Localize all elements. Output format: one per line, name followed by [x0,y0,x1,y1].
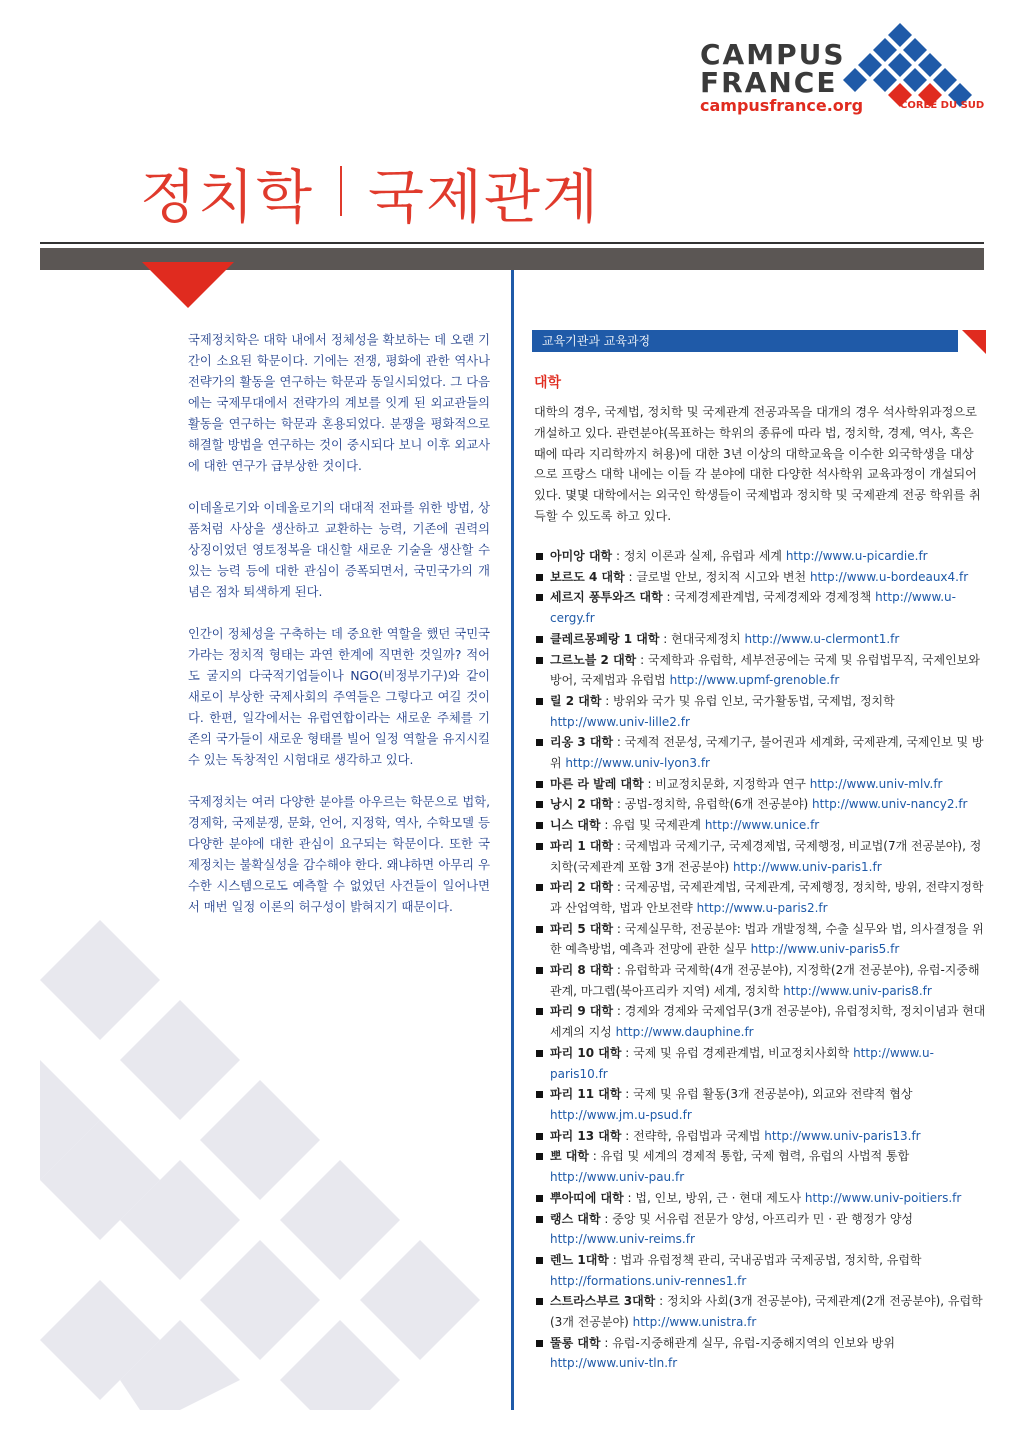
university-url-link[interactable]: http://www.dauphine.fr [615,1025,754,1040]
university-programs: : 경제와 경제와 국제업무(3개 전공분야), 유럽정치학, 정치이념과 현대세계의 지성 [550,1004,986,1040]
university-name: 세르지 퐁투와즈 대학 [550,590,663,605]
university-item [534,815,986,836]
university-programs: : 현대국제정치 [659,631,745,646]
university-url-link[interactable]: http://www.u-paris2.fr [696,900,828,915]
university-programs: : 국제공법, 국제관계법, 국제관계, 국제행정, 정치학, 방위, 전략지정학과 산업역학, 법과 안보전략 [550,880,984,915]
university-programs: : 중앙 및 서유럽 전문가 양성, 아프리카 민 · 관 행정가 양성 [600,1211,914,1226]
university-name: 리옹 3 대학 [550,735,614,750]
university-url-link[interactable]: http://www.upmf-grenoble.fr [669,673,840,688]
university-name: 파리 11 대학 [550,1087,622,1102]
university-name: 파리 9 대학 [550,1004,614,1019]
university-programs: : 국제실무학, 전공분야: 법과 개발정책, 수출 실무와 법, 의사결정을 위한 예측방법, 예측과 전망에 관한 실무 [550,921,984,957]
university-programs: : 글로벌 안보, 정치적 시고와 변천 [624,569,810,584]
university-url-link[interactable]: http://www.univ-poitiers.fr [804,1190,962,1205]
university-url-link[interactable]: http://www.u-picardie.fr [785,549,928,563]
paragraph-3: 인간이 정체성을 구축하는 데 중요한 역할을 했던 국민국가라는 정치적 형태는 과연 한계에 직면한 것일까? 적어도 굴지의 다국적기업들이나 NGO(비정부기구)와 같이 새로이 부상한 국제사회의 주역들은 그렇다고 여길 것이다. 한편, 일각에서는 유럽연합이라는 새로운 주체를 기존의 국가들이 새로운 형태를 빌어 일정 역할을 유지시킬 수 있는 독창적인 시험대로 생각하고 있다. [188,627,490,767]
red-triangle-marker [142,262,234,308]
decorative-diamond-pattern [40,860,510,1410]
university-url-link[interactable]: http://www.univ-mlv.fr [809,776,943,791]
university-url-link[interactable]: http://www.univ-pau.fr [550,1170,685,1185]
university-name: 보르도 4 대학 [550,569,625,584]
university-item [534,587,986,628]
university-name: 뽀 대학 [550,1149,589,1164]
university-item [534,567,986,588]
university-name: 마른 라 발레 대학 [550,776,644,791]
university-programs: : 국제학과 유럽학, 세부전공에는 국제 및 유럽법무직, 국제인보와 방어, 국제법과 유럽법 [550,652,980,688]
university-url-link[interactable]: http://www.u-clermont1.fr [744,631,900,646]
university-item [534,732,986,773]
university-url-link[interactable]: http://www.univ-reims.fr [550,1232,695,1247]
university-programs: : 법과 유럽정책 관리, 국내공법과 국제공법, 정치학, 유럽학 [608,1252,922,1267]
university-name: 파리 2 대학 [550,880,614,895]
title-separator [340,166,342,216]
university-item [534,1146,986,1187]
university-programs: : 국제적 전문성, 국제기구, 불어권과 세계화, 국제관계, 국제인보 및 방위 [550,735,984,771]
page-title-international-relations: 국제관계 [368,163,601,231]
university-programs: : 전략학, 유럽법과 국제법 [621,1128,765,1143]
university-programs: : 국제 및 유럽 경제관계법, 비교정치사회학 [621,1045,854,1060]
logo-region: CORÉE DU SUD [900,100,985,111]
university-item [534,1126,986,1147]
university-name: 파리 1 대학 [550,838,614,853]
left-column-text [188,330,490,939]
subheading-university: 대학 [534,375,562,391]
university-programs: : 법, 인보, 방위, 근 · 현대 제도사 [623,1190,805,1205]
university-item [534,1188,986,1209]
section-header-institutions: 교육기관과 교육과정 [532,330,958,352]
university-item [534,1333,986,1374]
logo-line-1: CAMPUS [700,38,846,71]
university-name: 니스 대학 [550,818,601,833]
university-item [534,794,986,815]
university-programs: : 국제법과 국제기구, 국제경제법, 국제행정, 비교법(7개 전공분야), 정치학(국제관계 포함 3개 전공분야) [550,838,982,874]
university-url-link[interactable]: http://www.unice.fr [704,818,820,833]
university-programs: : 유럽-지중해관계 실무, 유럽-지중해지역의 인보와 방위 [600,1335,895,1350]
university-item [534,1250,986,1291]
university-url-link[interactable]: http://www.univ-nancy2.fr [812,797,968,812]
university-name: 랭스 대학 [550,1211,601,1226]
university-name: 아미앙 대학 [550,549,613,563]
university-programs: : 정치와 사회(3개 전공분야), 국제관계(2개 전공분야), 유럽학(3개 전공분야) [550,1294,983,1330]
university-item [534,691,986,732]
paragraph-4: 국제정치는 여러 다양한 분야를 아우르는 학문으로 법학, 경제학, 국제분쟁, 문화, 언어, 지정학, 역사, 수학모델 등 다양한 분야에 대한 관심이 요구되는 학문이다. 또한 국제정치는 불확실성을 감수해야 한다. 왜냐하면 아무리 우수한 시스템으로도 예측할 수 없었던 사건들이 일어나면서 매번 일정 이론의 허구성이 밝혀지기 때문이다. [188,795,490,914]
section-red-triangle [962,330,986,354]
university-url-link[interactable]: http://www.u-bordeaux4.fr [809,569,969,584]
university-item [534,774,986,795]
university-programs: : 유럽 및 국제관계 [600,818,705,833]
university-item [534,650,986,691]
university-url-link[interactable]: http://www.univ-paris1.fr [732,859,882,874]
university-programs: : 정치 이론과 실제, 유럽과 세계 [612,549,786,563]
page-title-politics: 정치학 [140,163,315,231]
university-item [534,877,986,918]
university-programs: : 방위와 국가 및 유럽 인보, 국가활동법, 국제법, 정치학 [601,693,895,708]
logo-url[interactable]: campusfrance.org [700,96,864,115]
university-item [534,1043,986,1084]
logo-line-2: FRANCE [700,66,838,99]
university-name: 파리 10 대학 [550,1045,622,1060]
column-divider [511,270,514,1410]
paragraph-1: 국제정치학은 대학 내에서 정체성을 확보하는 데 오랜 기간이 소요된 학문이다. 기에는 전쟁, 평화에 관한 역사나 전략가의 활동을 연구하는 학문과 동일시되었다. 그 다음에는 국제무대에서 전략가의 계보를 잇게 된 외교관들의 활동을 연구하는 학문과 혼용되었다. 분쟁을 평화적으로 해결할 방법을 연구하는 것이 중시되다 보니 이후 외교사에 대한 연구가 급부상한 것이다. [188,333,490,473]
university-programs: : 공법-정치학, 유럽학(6개 전공분야) [613,797,813,812]
university-name: 스트라스부르 3대학 [550,1294,656,1309]
university-programs: : 국제 및 유럽 활동(3개 전공분야), 외교와 전략적 협상 [621,1087,913,1102]
university-url-link[interactable]: http://www.jm.u-psud.fr [550,1107,692,1122]
university-url-link[interactable]: http://www.unistra.fr [632,1315,757,1330]
university-programs: : 유럽 및 세계의 경제적 통합, 국제 협력, 유럽의 사법적 통합 [588,1149,910,1164]
header-rule [40,242,984,244]
university-item [534,919,986,960]
university-programs: : 국제경제관계법, 국제경제와 경제정책 [662,590,876,605]
university-item [534,1291,986,1332]
university-name: 파리 13 대학 [550,1128,622,1143]
university-programs: : 유럽학과 국제학(4개 전공분야), 지정학(2개 전공분야), 유럽-지중해 관계, 마그렙(북아프리카 지역) 세계, 정치학 [550,963,980,998]
university-name: 뚤롱 대학 [550,1335,601,1350]
university-intro-text: 대학의 경우, 국제법, 정치학 및 국제관계 전공과목을 대개의 경우 석사학위과정으로 개설하고 있다. 관련분야(목표하는 학위의 종류에 따라 법, 정치학, 경제, 역사, 혹은 때에 따라 지리학까지 허용)에 대한 3년 이상의 대학교육을 이수한 외국학생을 대상으로 프랑스 대학 내에는 이들 각 분야에 대한 다양한 석사학위 교육과정이 개설되어 있다. 몇몇 대학에서는 외국인 학생들이 국제법과 정치학 및 국제관계 전공 학위를 취득할 수 있도록 하고 있다. [534,405,981,523]
university-url-link[interactable]: http://www.univ-tln.fr [550,1356,678,1371]
university-name: 파리 8 대학 [550,963,614,978]
university-url-link[interactable]: http://www.univ-lyon3.fr [565,756,710,771]
university-name: 뿌아띠에 대학 [550,1190,624,1205]
university-item [534,1084,986,1125]
university-name: 낭시 2 대학 [550,797,614,812]
university-name: 렌느 1대학 [550,1252,609,1267]
university-url-link[interactable]: http://www.u-cergy.fr [550,590,956,626]
university-url-link[interactable]: http://formations.univ-rennes1.fr [550,1273,747,1288]
university-url-link[interactable]: http://www.univ-lille2.fr [550,714,690,729]
university-name: 파리 5 대학 [550,921,614,936]
university-item [534,1001,986,1042]
university-item [534,546,986,567]
university-url-link[interactable]: http://www.univ-paris5.fr [750,942,900,957]
university-list [534,546,986,1374]
university-programs: : 비교정치문화, 지정학과 연구 [643,776,810,791]
university-name: 클레르몽페랑 1 대학 [550,631,660,646]
university-url-link[interactable]: http://www.univ-paris13.fr [764,1128,921,1143]
university-item [534,960,986,1001]
university-url-link[interactable]: http://www.univ-paris8.fr [783,983,932,998]
university-url-link[interactable]: http://www.u-paris10.fr [550,1045,934,1081]
paragraph-2: 이데올로기와 이데올로기의 대대적 전파를 위한 방법, 상품처럼 사상을 생산하고 교환하는 능력, 기존에 권력의 상징이었던 영토정복을 대신할 새로운 기술을 생산할 수 있는 능력 등에 대한 관심이 증폭되면서, 국민국가의 개념은 점차 퇴색하게 된다. [188,501,490,599]
university-item [534,836,986,877]
university-item [534,1209,986,1250]
university-item [534,629,986,650]
university-name: 릴 2 대학 [550,693,602,708]
university-name: 그르노블 2 대학 [550,652,637,667]
